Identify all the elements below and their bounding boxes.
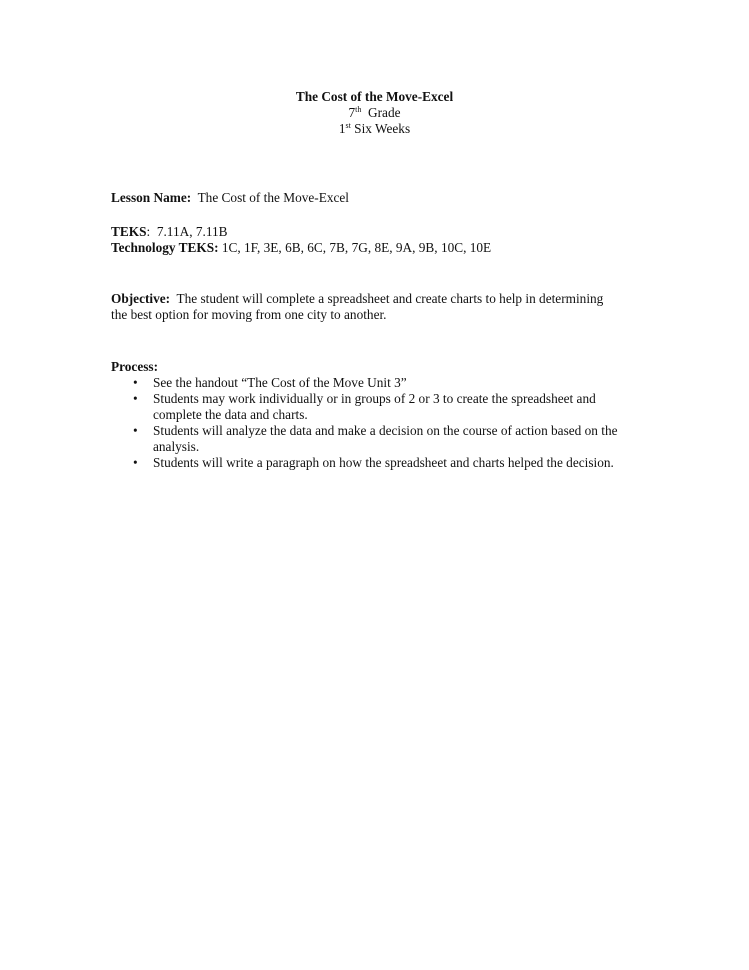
process-item-text: Students may work individually or in groups of 2 or 3 to create the spreadsheet and complete the data and charts. [153, 391, 596, 422]
process-label: Process: [111, 359, 159, 374]
lesson-name-label: Lesson Name: [111, 190, 192, 205]
process-item-text: Students will analyze the data and make a decision on the course of action based on the analysis. [153, 423, 618, 454]
grade-line [0, 105, 749, 121]
teks-section [111, 224, 631, 256]
teks-value: : 7.11A, 7.11B [146, 224, 228, 239]
process-item [111, 455, 621, 471]
process-item [111, 391, 621, 423]
teks-label: TEKS [111, 224, 147, 239]
objective-section [111, 291, 621, 323]
tech-teks-value: 1C, 1F, 3E, 6B, 6C, 7B, 7G, 8E, 9A, 9B, 10C, 10E [218, 240, 492, 255]
teks-line [111, 224, 631, 240]
tech-teks-line [111, 240, 631, 256]
grade-superscript: th [355, 105, 362, 114]
document-header [0, 89, 749, 137]
period-text: Six Weeks [350, 121, 411, 136]
bullet-icon: • [133, 391, 138, 406]
process-item [111, 375, 621, 391]
period-number: 1 [338, 121, 346, 136]
tech-teks-label: Technology TEKS: [111, 240, 219, 255]
bullet-icon: • [133, 423, 138, 438]
grade-text: Grade [361, 105, 401, 120]
bullet-icon: • [133, 375, 138, 390]
process-section [111, 359, 621, 471]
document-title: The Cost of the Move-Excel [295, 89, 454, 104]
period-superscript: st [345, 121, 351, 130]
objective-text: The student will complete a spreadsheet and create charts to help in determining the best option for moving from one city to another. [111, 291, 607, 322]
objective-label: Objective: [111, 291, 171, 306]
process-item [111, 423, 621, 455]
process-item-text: See the handout “The Cost of the Move Unit 3” [153, 375, 407, 390]
period-line [0, 121, 749, 137]
process-item-text: Students will write a paragraph on how the spreadsheet and charts helped the decision. [153, 455, 614, 470]
process-list [111, 375, 621, 471]
grade-number: 7 [348, 105, 356, 120]
lesson-name-value: The Cost of the Move-Excel [191, 190, 349, 205]
lesson-name [111, 190, 631, 206]
bullet-icon: • [133, 455, 138, 470]
